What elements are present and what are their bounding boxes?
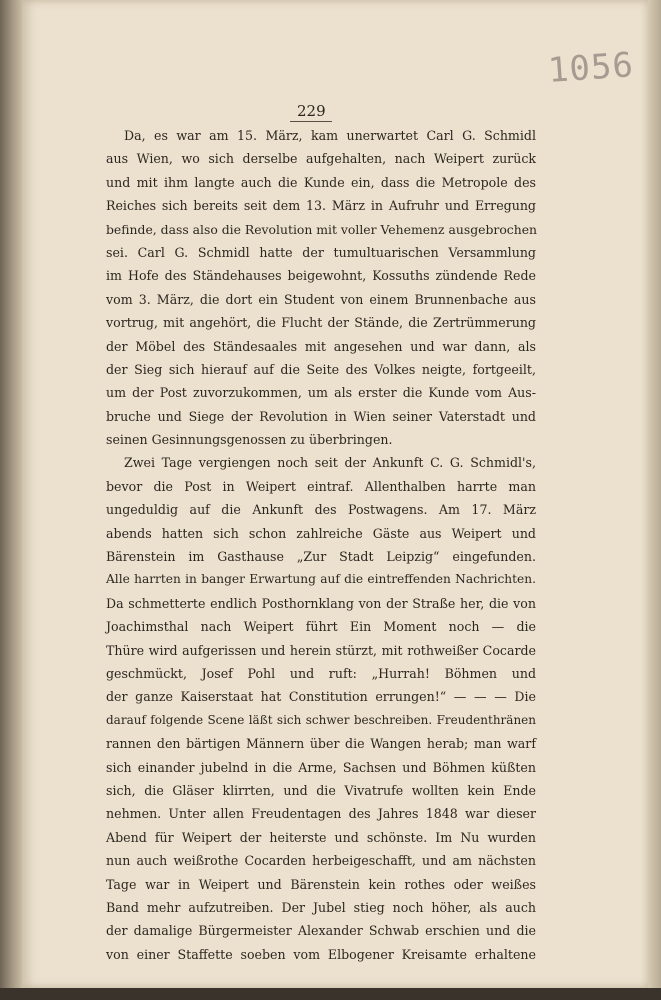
body-text [106, 124, 536, 966]
text-line: abends hatten sich schon zahlreiche Gäste aus Weipert und [106, 525, 536, 541]
handwritten-page-annotation: 1056 [546, 45, 636, 91]
text-line: der ganze Kaiserstaat hat Constitution errungen!“ — — — Die [106, 689, 536, 705]
text-line: um der Post zuvorzukommen, um als erster die Kunde vom Aus- [106, 385, 536, 401]
book-spine [0, 0, 22, 1000]
text-line: nehmen. Unter allen Freudentagen des Jahres 1848 war dieser [106, 806, 536, 822]
page-number: 229 [297, 102, 326, 120]
text-line: Tage war in Weipert und Bärenstein kein rothes oder weißes [106, 876, 536, 892]
scan-bottom-edge [0, 988, 661, 1000]
text-line: Bärenstein im Gasthause „Zur Stadt Leipzig“ eingefunden. [106, 549, 536, 565]
text-line: bevor die Post in Weipert eintraf. Allenthalben harrte man [106, 478, 536, 494]
text-line: vortrug, mit angehört, die Flucht der Stände, die Zertrümmerung [106, 315, 536, 331]
text-line: Band mehr aufzutreiben. Der Jubel stieg noch höher, als auch [106, 899, 536, 915]
text-line: seinen Gesinnungsgenossen zu überbringen. [106, 432, 393, 448]
text-line: sich, die Gläser klirrten, und die Vivatrufe wollten kein Ende [106, 782, 536, 798]
text-line: rannen den bärtigen Männern über die Wangen herab; man warf [106, 736, 536, 752]
text-line: befinde, dass also die Revolution mit voller Vehemenz ausgebrochen [106, 221, 538, 237]
text-line: Reiches sich bereits seit dem 13. März in Aufruhr und Erregung [106, 198, 536, 214]
text-line: der Möbel des Ständesaales mit angesehen und war dann, als [106, 338, 536, 354]
page-edge [648, 0, 661, 1000]
text-line: Da, es war am 15. März, kam unerwartet Carl G. Schmidl [124, 128, 536, 143]
page-number-rule [290, 121, 332, 122]
text-line: Alle harrten in banger Erwartung auf die eintreffenden Nachrichten. [106, 572, 536, 587]
text-line: sei. Carl G. Schmidl hatte der tumultuarischen Versammlung [106, 244, 536, 260]
text-line: darauf folgende Scene läßt sich schwer beschreiben. Freudenthränen [106, 712, 536, 727]
text-line: vom 3. März, die dort ein Student von einem Brunnenbache aus [106, 291, 536, 307]
text-line: Thüre wird aufgerissen und herein stürzt, mit rothweißer Cocarde [106, 642, 536, 658]
text-line: Da schmetterte endlich Posthornklang von der Straße her, die von [106, 595, 536, 611]
text-line: nun auch weißrothe Cocarden herbeigeschafft, und am nächsten [106, 853, 536, 869]
text-line: der Sieg sich hierauf auf die Seite des Volkes neigte, fortgeeilt, [106, 361, 536, 377]
text-line: Zwei Tage vergiengen noch seit der Ankunft C. G. Schmidl's, [124, 455, 536, 471]
text-line: von einer Staffette soeben vom Elbogener Kreisamte erhaltene [106, 946, 536, 962]
text-line: Abend für Weipert der heiterste und schönste. Im Nu wurden [106, 829, 536, 845]
text-line: der damalige Bürgermeister Alexander Schwab erschien und die [106, 923, 536, 939]
text-line: sich einander jubelnd in die Arme, Sachsen und Böhmen küßten [106, 759, 536, 775]
text-line: im Hofe des Ständehauses beigewohnt, Kossuths zündende Rede [106, 268, 536, 284]
text-line: ungeduldig auf die Ankunft des Postwagens. Am 17. März [106, 502, 536, 518]
text-line: aus Wien, wo sich derselbe aufgehalten, nach Weipert zurück [106, 151, 536, 167]
text-line: geschmückt, Josef Pohl und ruft: „Hurrah! Böhmen und [106, 665, 536, 681]
text-line: bruche und Siege der Revolution in Wien seiner Vaterstadt und [106, 408, 536, 424]
text-line: Joachimsthal nach Weipert führt Ein Moment noch — die [106, 619, 536, 635]
text-line: und mit ihm langte auch die Kunde ein, dass die Metropole des [106, 174, 536, 190]
